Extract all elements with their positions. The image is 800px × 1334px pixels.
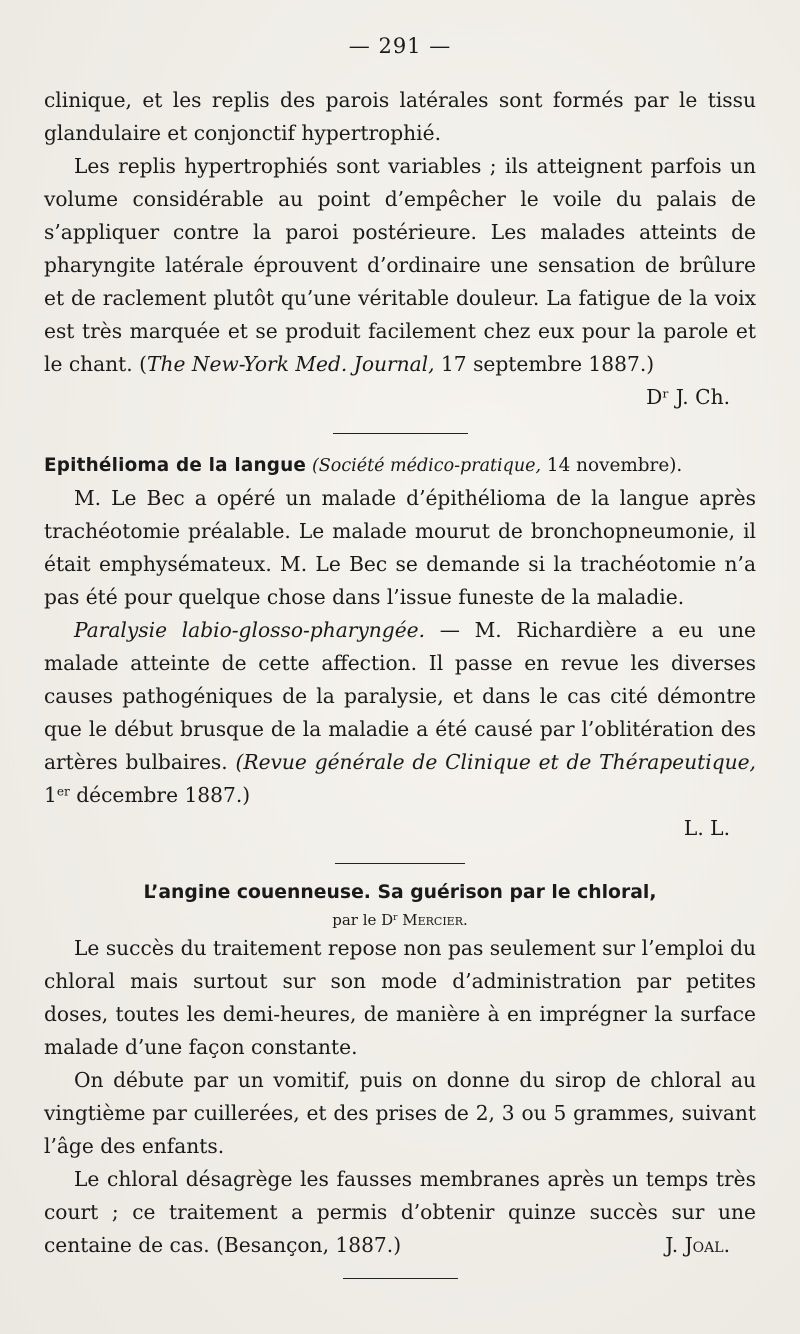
paragraph: M. Le Bec a opéré un malade d’épithélioma de la langue après trachéotomie préalable. Le malade mourut de bronchopneumonie, il était emphysémateux. M. Le Bec se demande si la trachéotomie n’a pas été pour quelque chose dans l’issue funeste de la maladie. bbox=[44, 486, 756, 609]
paragraph: clinique, et les replis des parois latérales sont formés par le tissu glandulaire et conjonctif hypertrophié. bbox=[44, 88, 756, 145]
journal-title: The New-York Med. Journal, bbox=[147, 352, 435, 376]
paragraph: Paralysie labio-glosso-pharyngée. — M. Richardière a eu une malade atteinte de cette affection. Il passe en revue les diverses causes pathogéniques de la paralysie, et dans le cas cité démontre que le début brusque de la maladie a été causé par l’oblitération des artères bulbaires. (Revue générale de Clinique et de Thérapeutique, 1er décembre 1887.) bbox=[44, 618, 756, 807]
page-number: — 291 — bbox=[348, 34, 452, 58]
paragraph: On débute par un vomitif, puis on donne du sirop de chloral au vingtième par cuillerées, et des prises de 2, 3 ou 5 grammes, suivant l’âge des enfants. bbox=[44, 1068, 756, 1158]
end-divider bbox=[343, 1278, 458, 1279]
page-body bbox=[44, 84, 756, 1279]
article-heading: Epithélioma de la langue (Société médico-pratique, 14 novembre). bbox=[44, 455, 683, 476]
society-name: (Société médico-pratique, bbox=[311, 456, 542, 476]
signature: L. L. bbox=[683, 816, 730, 840]
paragraph: Le succès du traitement repose non pas seulement sur l’emploi du chloral mais surtout sur son mode d’administration par petites doses, toutes les demi-heures, de manière à en imprégner la surface malade d’une façon constante. bbox=[44, 936, 756, 1059]
paragraph: Les replis hypertrophiés sont variables ; ils atteignent parfois un volume considérable au point d’empêcher le voile du palais de s’appliquer contre la paroi postérieure. Les malades atteints de pharyngite latérale éprouvent d’ordinaire une sensation de brûlure et de raclement plutôt qu’une véritable douleur. La fatigue de la voix est très marquée et se produit facilement chez eux pour la parole et le chant. (The New-York Med. Journal, 17 septembre 1887.) bbox=[44, 154, 756, 376]
section-divider bbox=[333, 433, 468, 434]
paragraph: Le chloral désagrège les fausses membranes après un temps très court ; ce traitement a permis d’obtenir quinze succès sur une centaine de cas. (Besançon, 1887.) bbox=[44, 1167, 756, 1257]
subsection-title: Paralysie labio-glosso-pharyngée. bbox=[74, 618, 426, 642]
byline: par le $D^r$ Mercier. bbox=[332, 911, 468, 929]
journal-title: (Revue générale de Clinique et de Thérapeutique, bbox=[235, 750, 756, 774]
section-divider bbox=[335, 863, 465, 864]
signature: Dʳ J. Ch. bbox=[646, 385, 730, 409]
article-title: Epithélioma de la langue bbox=[44, 455, 307, 476]
article-title: L’angine couenneuse. Sa guérison par le chloral, bbox=[143, 882, 657, 903]
signature: J. Joal. bbox=[665, 1233, 730, 1257]
